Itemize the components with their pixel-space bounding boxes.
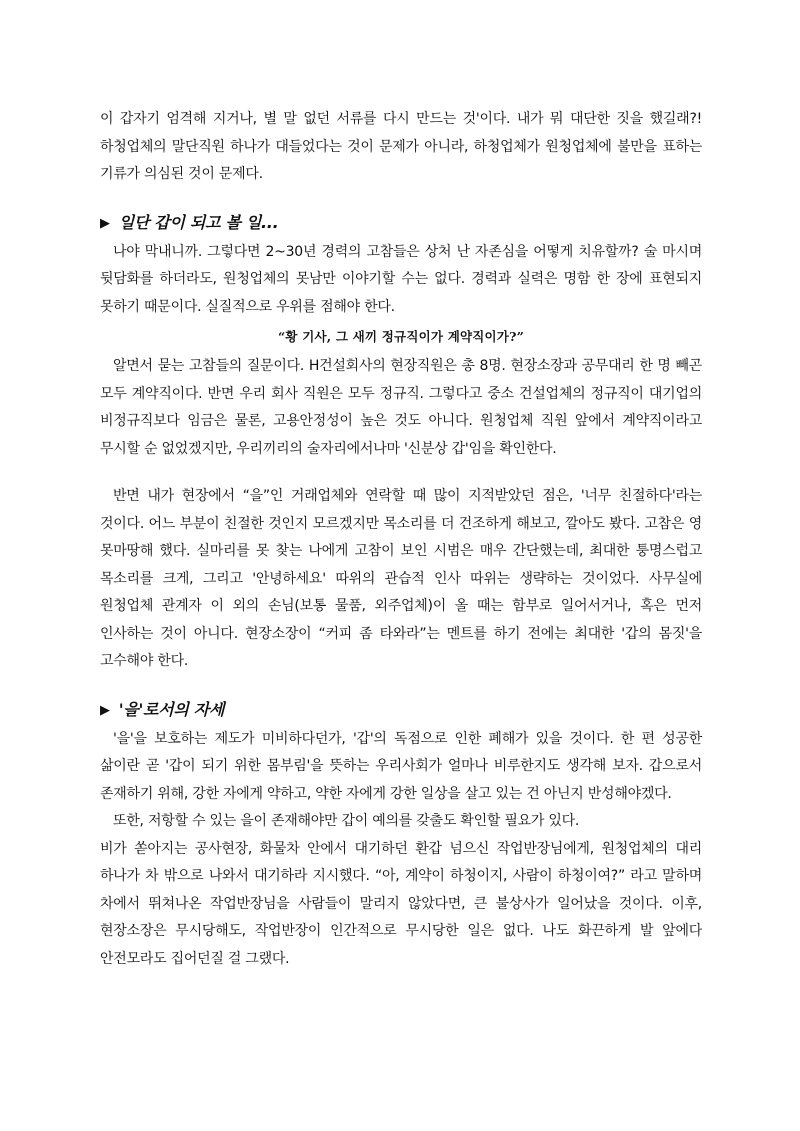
section1-paragraph-3: 반면 내가 현장에서 “을”인 거래업체와 연락할 때 많이 지적받았던 점은, '너무 친절하다'라는 것이다. 어느 부분이 친절한 것인지 모르겠지만 목소리를 더 건조하게 해보고, 깔아도 봤다. 고참은 영 못마땅해 했다. 실마리를 못 찾는 나에게 고참이 보인 시범은 매우 간단했는데, 최대한 퉁명스럽고 목소리를 크게, 그리고 '안녕하세요' 따위의 관습적 인사 따위는 생략하는 것이었다. 사무실에 원청업체 관계자 이 외의 손님(보통 물품, 외주업체)이 올 때는 함부로 일어서거나, 혹은 먼저 인사하는 것이 아니다. 현장소장이 “커피 좀 타와라”는 멘트를 하기 전에는 최대한 '갑의 몸짓'을 고수해야 한다. [100, 488, 702, 669]
section-heading-2-text: '을'로서의 자세 [118, 699, 225, 719]
spacer [100, 463, 702, 483]
intro-paragraph: 이 갑자기 엄격해 지거나, 별 말 없던 서류를 다시 만드는 것'이다. 내가 뭐 대단한 짓을 했길래?! 하청업체의 말단직원 하나가 대들었다는 것이 문제가 아니라, 하청업체가 원청업체에 불만을 표하는 기류가 의심된 것이 문제다. [100, 111, 702, 182]
section1-paragraph-2: 알면서 묻는 고참들의 질문이다. H건설회사의 현장직원은 총 8명. 현장소장과 공무대리 한 명 빼곤 모두 계약직이다. 반면 우리 회사 직원은 모두 정규직. 그렇다고 중소 건설업체의 정규직이 대기업의 비정규직보다 임금은 물론, 고용안정성이 높은 것도 아니다. 원청업체 직원 앞에서 계약직이라고 무시할 순 없었겠지만, 우리끼리의 술자리에서나마 '신분상 갑'임을 확인한다. [100, 358, 702, 457]
document-page [100, 106, 702, 973]
section1-quote: “황 기사, 그 새끼 정규직이가 계약직이가?” [277, 329, 524, 344]
section1-paragraph-1: 나야 막내니까. 그렇다면 2~30년 경력의 고참들은 상처 난 자존심을 어떻게 치유할까? 술 마시며 뒷담화를 하더라도, 원청업체의 못남만 이야기할 수는 없다. 경력과 실력은 명함 한 장에 표현되지 못하기 때문이다. 실질적으로 우위를 점해야 한다. [100, 243, 702, 315]
section2-paragraph-1: '을'을 보호하는 제도가 미비하다던가, '갑'의 독점으로 인한 폐해가 있을 것이다. 한 편 성공한 삶이란 곧 '갑이 되기 위한 몸부림'을 뜻하는 우리사회가 얼마나 비루한지도 생각해 보자. 갑으로서 존재하기 위해, 강한 자에게 약하고, 약한 자에게 강한 일상을 살고 있는 건 아닌지 반성해야겠다. [100, 730, 702, 802]
triangle-bullet-icon: ▶ [100, 215, 110, 231]
spacer [100, 189, 702, 209]
spacer [100, 676, 702, 696]
section2-paragraph-3: 비가 쏟아지는 공사현장, 화물차 안에서 대기하던 환갑 넘으신 작업반장님에게, 원청업체의 대리 하나가 차 밖으로 나와서 대기하라 지시했다. “아, 계약이 하청이지, 사람이 하청이여?” 라고 말하며 차에서 뛰쳐나온 작업반장님을 사람들이 말리지 않았다면, 큰 불상사가 일어났을 것이다. 이후, 현장소장은 무시당해도, 작업반장이 인간적으로 무시당한 일은 없다. 나도 화끈하게 발 앞에다 안전모라도 집어던질 걸 그랬다. [100, 840, 702, 967]
section-heading-1-text: 일단 갑이 되고 볼 일... [118, 212, 279, 232]
section-heading-2 [100, 696, 702, 726]
section2-paragraph-2: 또한, 저항할 수 있는 을이 존재해야만 갑이 예의를 갖출도 확인할 필요가 있다. [113, 813, 580, 829]
section-heading-1 [100, 209, 702, 239]
triangle-bullet-icon: ▶ [100, 702, 110, 718]
